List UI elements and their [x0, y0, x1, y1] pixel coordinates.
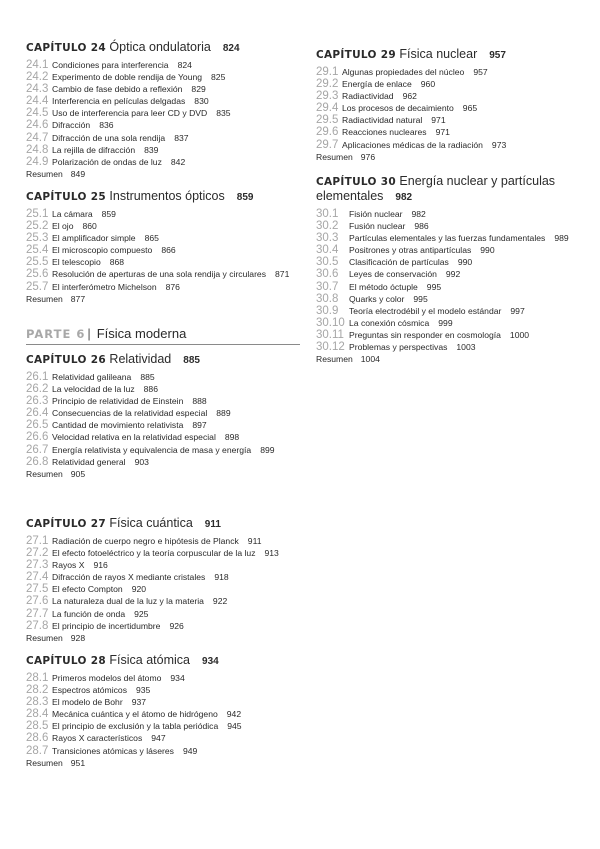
toc-entry[interactable]: [26, 684, 311, 696]
section-title: Espectros atómicos: [52, 685, 127, 696]
toc-entry[interactable]: [316, 90, 600, 102]
toc-entry[interactable]: [26, 571, 311, 583]
section-number: 27.7: [26, 607, 49, 620]
summary-page: 849: [70, 168, 86, 179]
toc-entry[interactable]: [26, 156, 311, 168]
summary-label: Resumen: [26, 293, 63, 304]
section-number: 26.7: [26, 443, 49, 456]
section-page: 982: [411, 209, 426, 219]
section-page: 825: [211, 72, 226, 83]
chapter-page: 982: [395, 192, 413, 203]
section-number: 29.1: [316, 66, 339, 78]
section-title: Consecuencias de la relatividad especial: [52, 408, 208, 419]
chapter-24: [26, 40, 311, 180]
section-title: Energía relativista y equivalencia de masa y energía: [52, 444, 252, 455]
section-title: Rayos X: [52, 560, 85, 571]
section-number: 26.1: [26, 371, 49, 383]
section-page: 897: [192, 420, 207, 431]
toc-entry[interactable]: [26, 395, 311, 407]
section-page: 911: [247, 536, 262, 546]
toc-entry[interactable]: [26, 281, 311, 293]
section-title: Aplicaciones médicas de la radiación: [342, 139, 483, 150]
section-number: 29.7: [316, 138, 339, 151]
section-title: El interferómetro Michelson: [52, 281, 157, 292]
section-number: 24.5: [26, 107, 49, 120]
chapter-label: CAPÍTULO 27: [26, 518, 106, 530]
section-title: Condiciones para interferencia: [52, 60, 169, 70]
toc-entry[interactable]: [316, 139, 600, 151]
section-number: 29.4: [316, 102, 339, 115]
section-page: 836: [99, 120, 114, 131]
toc-entry[interactable]: [316, 305, 591, 317]
section-title: Principio de relatividad de Einstein: [52, 396, 184, 407]
chapter-name: Física atómica: [109, 653, 191, 667]
section-page: 913: [264, 548, 279, 559]
toc-entry[interactable]: [26, 119, 311, 131]
section-title: Teoría electrodébil y el modelo estándar: [349, 305, 502, 316]
chapter-label: CAPÍTULO 26: [26, 354, 106, 366]
section-title: Difracción: [52, 120, 91, 131]
summary-label: Resumen: [26, 632, 63, 643]
section-number: 28.5: [26, 720, 49, 733]
section-page: 837: [174, 132, 189, 143]
part-heading: [26, 326, 300, 345]
section-number: 30.7: [316, 280, 339, 293]
section-page: 990: [457, 257, 473, 268]
section-number: 30.12: [316, 341, 345, 354]
section-title: Fusión nuclear: [349, 221, 406, 232]
section-page: 971: [435, 127, 450, 138]
section-page: 922: [212, 596, 228, 607]
chapter-label: CAPÍTULO 30: [316, 176, 396, 188]
section-page: 885: [140, 372, 155, 382]
section-number: 26.6: [26, 431, 49, 444]
section-number: 27.1: [26, 535, 49, 547]
section-number: 26.4: [26, 407, 49, 420]
toc-entry[interactable]: [26, 608, 311, 620]
chapter-page: 824: [222, 43, 240, 54]
section-page: 947: [151, 733, 166, 744]
chapter-page: 934: [202, 656, 219, 667]
section-number: 30.11: [316, 328, 344, 341]
summary-entry[interactable]: [316, 151, 600, 163]
section-number: 30.6: [316, 268, 339, 281]
section-number: 30.2: [316, 220, 339, 233]
section-number: 27.6: [26, 595, 49, 608]
chapter-30: [316, 174, 591, 365]
section-title: El telescopio: [52, 257, 101, 268]
toc-entry[interactable]: [26, 559, 311, 571]
chapter-page: 859: [236, 192, 254, 203]
section-number: 28.3: [26, 696, 49, 709]
chapter-28: [26, 653, 311, 769]
section-number: 25.3: [26, 232, 49, 245]
section-title: La conexión cósmica: [349, 317, 430, 328]
section-page: 920: [131, 584, 147, 595]
section-page: 973: [491, 139, 507, 150]
section-page: 945: [227, 721, 242, 732]
section-number: 24.3: [26, 83, 49, 96]
toc-entry[interactable]: [26, 547, 311, 559]
summary-entry[interactable]: [26, 632, 311, 644]
toc-entry[interactable]: [26, 144, 311, 156]
section-title: La rejilla de difracción: [52, 144, 136, 155]
section-number: 25.5: [26, 256, 49, 269]
section-title: Clasificación de partículas: [349, 257, 449, 268]
section-title: Resolución de aperturas de una sola rendija y circulares: [52, 269, 267, 280]
chapter-label: CAPÍTULO 29: [316, 49, 396, 61]
section-title: Los procesos de decaimiento: [342, 103, 454, 114]
summary-entry[interactable]: [26, 757, 311, 769]
section-title: Difracción de una sola rendija: [52, 132, 166, 143]
section-page: 868: [109, 257, 125, 268]
summary-page: 976: [360, 151, 376, 162]
toc-entry[interactable]: [26, 583, 311, 595]
section-title: La velocidad de la luz: [52, 384, 135, 395]
section-page: 962: [402, 91, 417, 102]
section-page: 949: [182, 745, 198, 756]
toc-entry[interactable]: [26, 419, 311, 431]
section-number: 25.6: [26, 268, 49, 281]
chapter-name: Instrumentos ópticos: [109, 189, 225, 203]
section-title: El principio de exclusión y la tabla periódica: [52, 721, 219, 732]
toc-entry[interactable]: [26, 83, 311, 95]
toc-entry[interactable]: [26, 672, 311, 684]
section-page: 986: [414, 221, 429, 232]
toc-entry[interactable]: [26, 268, 311, 280]
toc-entry[interactable]: [26, 371, 311, 383]
section-title: La naturaleza dual de la luz y la materia: [52, 596, 204, 607]
chapter-29: [316, 47, 600, 163]
toc-entry[interactable]: [26, 256, 311, 268]
toc-entry[interactable]: [316, 208, 591, 220]
chapter-page: 957: [489, 50, 506, 61]
toc-entry[interactable]: [316, 102, 600, 114]
section-title: El efecto Compton: [52, 584, 123, 595]
section-number: 27.3: [26, 559, 49, 572]
summary-page: 951: [70, 757, 86, 768]
toc-entry[interactable]: [26, 132, 311, 144]
section-page: 866: [161, 245, 176, 256]
section-title: Polarización de ondas de luz: [52, 156, 162, 167]
chapter-page: 885: [183, 355, 200, 366]
section-page: 916: [93, 560, 108, 571]
section-title: Positrones y otras antipartículas: [349, 245, 472, 256]
toc-entry[interactable]: [26, 456, 311, 468]
summary-entry[interactable]: [26, 293, 311, 305]
section-number: 30.8: [316, 292, 339, 305]
section-title: Interferencia en películas delgadas: [52, 96, 186, 107]
section-page: 937: [131, 697, 147, 708]
section-page: 999: [438, 317, 453, 328]
section-title: Radiación de cuerpo negro e hipótesis de Planck: [52, 536, 239, 546]
section-page: 934: [170, 673, 185, 683]
toc-entry[interactable]: [316, 114, 600, 126]
section-title: Leyes de conservación: [349, 269, 437, 280]
section-number: 26.8: [26, 455, 49, 468]
summary-entry[interactable]: [316, 353, 591, 365]
section-number: 24.2: [26, 71, 49, 84]
section-page: 860: [82, 221, 97, 232]
chapter-title: [26, 40, 311, 56]
section-number: 30.3: [316, 232, 339, 245]
toc-entry[interactable]: [26, 431, 311, 443]
section-page: 876: [165, 281, 180, 292]
section-page: 997: [510, 305, 525, 316]
section-title: Algunas propiedades del núcleo: [342, 67, 465, 77]
toc-entry[interactable]: [316, 78, 600, 90]
section-page: 888: [192, 396, 207, 407]
toc-entry[interactable]: [26, 535, 311, 547]
section-title: Problemas y perspectivas: [349, 342, 448, 353]
section-number: 28.1: [26, 672, 49, 684]
part-label: PARTE 6: [26, 327, 86, 341]
toc-entry[interactable]: [26, 720, 311, 732]
section-page: 899: [260, 444, 275, 455]
section-page: 1000: [509, 329, 530, 340]
section-number: 26.3: [26, 395, 49, 408]
section-title: Quarks y color: [349, 293, 405, 304]
section-title: La cámara: [52, 209, 93, 219]
section-title: Primeros modelos del átomo: [52, 673, 162, 683]
section-number: 28.4: [26, 708, 49, 721]
section-title: Fisión nuclear: [349, 209, 403, 219]
section-title: Relatividad galileana: [52, 372, 132, 382]
toc-entry[interactable]: [316, 293, 591, 305]
chapter-26: [26, 352, 311, 480]
chapter-label: CAPÍTULO 24: [26, 42, 106, 54]
section-number: 26.2: [26, 383, 49, 396]
section-page: 989: [554, 233, 569, 244]
section-page: 935: [136, 685, 151, 696]
toc-entry[interactable]: [316, 341, 591, 353]
summary-entry[interactable]: [26, 168, 311, 180]
section-number: 30.1: [316, 208, 339, 220]
chapter-title: [26, 516, 311, 532]
chapter-27: [26, 516, 311, 644]
section-number: 24.7: [26, 131, 49, 144]
toc-entry[interactable]: [316, 66, 600, 78]
section-title: El modelo de Bohr: [52, 697, 123, 708]
section-page: 992: [445, 269, 461, 280]
section-page: 995: [426, 281, 442, 292]
toc-entry[interactable]: [316, 281, 591, 293]
summary-page: 877: [70, 293, 86, 304]
section-page: 990: [480, 245, 495, 256]
section-title: Cantidad de movimiento relativista: [52, 420, 184, 431]
section-number: 24.1: [26, 59, 49, 71]
section-number: 27.5: [26, 583, 49, 596]
section-page: 995: [413, 293, 428, 304]
toc-entry[interactable]: [26, 444, 311, 456]
section-page: 957: [473, 67, 488, 77]
chapter-name: Física cuántica: [109, 516, 193, 530]
summary-label: Resumen: [26, 468, 63, 479]
section-page: 942: [226, 709, 242, 720]
section-page: 829: [191, 84, 206, 95]
section-number: 24.9: [26, 155, 49, 168]
summary-page: 1004: [360, 354, 380, 365]
toc-entry[interactable]: [26, 71, 311, 83]
toc-entry[interactable]: [26, 232, 311, 244]
section-number: 25.4: [26, 244, 49, 257]
section-number: 25.1: [26, 208, 49, 220]
section-title: Uso de interferencia para leer CD y DVD: [52, 108, 208, 119]
toc-entry[interactable]: [316, 256, 591, 268]
toc-entry[interactable]: [26, 220, 311, 232]
summary-entry[interactable]: [26, 468, 311, 480]
section-page: 926: [169, 620, 184, 631]
section-number: 29.2: [316, 78, 339, 91]
chapter-name: Energía nuclear y partículas elementales: [316, 174, 556, 203]
section-page: 965: [462, 103, 478, 114]
section-title: El efecto fotoeléctrico y la teoría corpuscular de la luz: [52, 548, 256, 559]
section-page: 889: [216, 408, 231, 419]
summary-label: Resumen: [316, 151, 353, 162]
toc-entry[interactable]: [26, 95, 311, 107]
part-title: Física moderna: [96, 326, 187, 341]
section-page: 859: [101, 209, 116, 219]
section-title: El principio de incertidumbre: [52, 620, 161, 631]
section-page: 1003: [456, 342, 476, 353]
section-page: 886: [143, 384, 158, 395]
section-number: 28.2: [26, 684, 49, 697]
section-page: 865: [144, 233, 159, 244]
toc-entry[interactable]: [26, 620, 311, 632]
section-title: Relatividad general: [52, 456, 126, 467]
toc-entry[interactable]: [26, 745, 311, 757]
section-title: Cambio de fase debido a reflexión: [52, 84, 183, 95]
toc-entry[interactable]: [26, 732, 311, 744]
chapter-label: CAPÍTULO 28: [26, 655, 106, 667]
toc-entry[interactable]: [316, 244, 591, 256]
section-page: 960: [420, 79, 436, 90]
section-number: 30.5: [316, 256, 339, 269]
chapter-25: [26, 189, 311, 305]
toc-entry[interactable]: [316, 126, 600, 138]
section-number: 27.8: [26, 619, 49, 632]
section-number: 24.4: [26, 95, 49, 108]
toc-entry[interactable]: [26, 244, 311, 256]
section-number: 30.9: [316, 304, 339, 317]
toc-entry[interactable]: [26, 383, 311, 395]
summary-label: Resumen: [26, 168, 63, 179]
section-page: 835: [216, 108, 231, 119]
section-number: 27.2: [26, 547, 49, 560]
summary-label: Resumen: [316, 354, 353, 365]
section-title: Reacciones nucleares: [342, 127, 427, 138]
section-number: 29.6: [316, 126, 339, 139]
section-number: 24.6: [26, 119, 49, 132]
section-number: 28.7: [26, 744, 49, 757]
section-title: Radiactividad natural: [342, 115, 423, 126]
section-page: 918: [214, 572, 229, 583]
chapter-label: CAPÍTULO 25: [26, 191, 106, 203]
chapter-title: [26, 653, 311, 669]
toc-entry[interactable]: [316, 329, 591, 341]
section-title: Difracción de rayos X mediante cristales: [52, 572, 206, 583]
section-title: Experimento de doble rendija de Young: [52, 72, 203, 83]
section-number: 26.5: [26, 419, 49, 432]
chapter-title: [316, 47, 600, 63]
section-page: 824: [177, 60, 192, 70]
toc-entry[interactable]: [316, 317, 591, 329]
section-title: El microscopio compuesto: [52, 245, 153, 256]
section-number: 27.4: [26, 571, 49, 584]
section-page: 898: [224, 432, 240, 443]
section-number: 28.6: [26, 732, 49, 745]
toc-entry[interactable]: [26, 59, 311, 71]
chapter-name: Óptica ondulatoria: [109, 40, 211, 54]
toc-entry[interactable]: [26, 208, 311, 220]
section-number: 25.2: [26, 220, 49, 233]
section-number: 30.10: [316, 316, 345, 329]
toc-entry[interactable]: [316, 232, 591, 244]
section-title: Transiciones atómicas y láseres: [52, 745, 174, 756]
chapter-title: [26, 352, 311, 368]
toc-entry[interactable]: [316, 268, 591, 280]
chapter-page: 911: [204, 519, 221, 530]
section-number: 24.8: [26, 143, 49, 156]
part-separator: |: [87, 326, 91, 341]
toc-entry[interactable]: [26, 696, 311, 708]
section-title: Energía de enlace: [342, 79, 412, 90]
section-page: 842: [170, 156, 186, 167]
section-page: 903: [134, 456, 149, 467]
section-title: El amplificador simple: [52, 233, 136, 244]
section-page: 925: [134, 608, 149, 619]
toc-entry[interactable]: [26, 107, 311, 119]
toc-entry[interactable]: [316, 220, 591, 232]
section-number: 29.5: [316, 114, 339, 127]
section-page: 971: [431, 115, 446, 126]
section-page: 830: [194, 96, 209, 107]
chapter-name: Física nuclear: [399, 47, 478, 61]
section-title: Velocidad relativa en la relatividad especial: [52, 432, 216, 443]
chapter-name: Relatividad: [109, 352, 172, 366]
section-title: El método óctuple: [349, 281, 418, 292]
section-title: La función de onda: [52, 608, 126, 619]
toc-entry[interactable]: [26, 708, 311, 720]
section-number: 29.3: [316, 90, 339, 103]
section-number: 25.7: [26, 280, 49, 293]
toc-entry[interactable]: [26, 595, 311, 607]
toc-entry[interactable]: [26, 407, 311, 419]
section-page: 839: [144, 144, 159, 155]
summary-page: 928: [70, 632, 86, 643]
chapter-title: [26, 189, 311, 205]
section-page: 871: [275, 269, 290, 280]
section-title: Partículas elementales y las fuerzas fundamentales: [349, 233, 546, 244]
section-title: Rayos X característicos: [52, 733, 143, 744]
summary-page: 905: [70, 468, 86, 479]
chapter-title: [316, 174, 591, 205]
section-title: Mecánica cuántica y el átomo de hidrógeno: [52, 709, 218, 720]
section-title: El ojo: [52, 221, 74, 232]
section-title: Preguntas sin responder en cosmología: [349, 329, 501, 340]
section-number: 30.4: [316, 244, 339, 257]
section-title: Radiactividad: [342, 91, 394, 102]
summary-label: Resumen: [26, 757, 63, 768]
